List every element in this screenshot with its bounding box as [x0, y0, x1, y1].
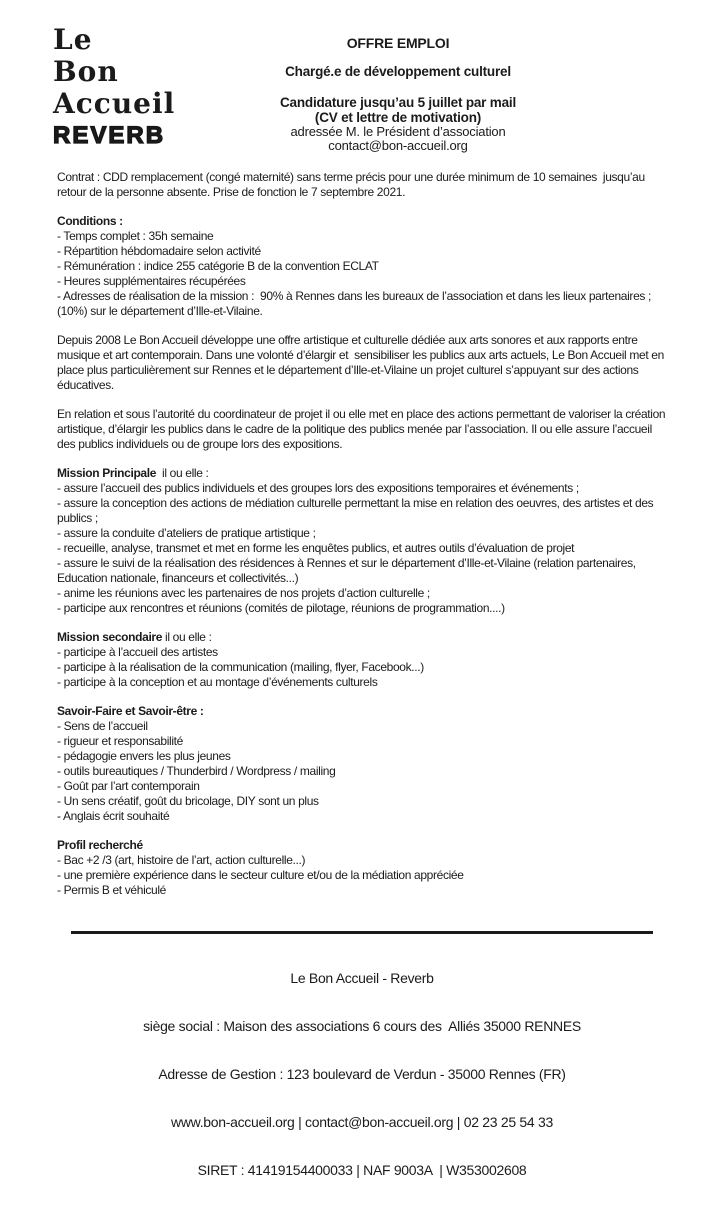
- list-item: - assure le suivi de la réalisation des résidences à Rennes et sur le département d’Ille-et-Vilaine (relation partenaires, Education nationale, financeurs et collectivités...): [57, 556, 639, 585]
- section: [57, 333, 670, 393]
- document-body: [57, 170, 670, 912]
- paragraph: En relation et sous l’autorité du coordinateur de projet il ou elle met en place des actions permettant de valoriser la création artistique, d’élargir les publics dans le cadre de la politique des publics menée par l’association. Il ou elle assure l’accueil des publics individuels ou de groupe lors des expositions.: [57, 407, 669, 451]
- section-heading: [57, 630, 670, 645]
- section-heading: [57, 838, 670, 853]
- footer-admin-address: Adresse de Gestion : 123 boulevard de Verdun - 35000 Rennes (FR): [158, 1066, 566, 1082]
- list-item: - participe à la réalisation de la communication (mailing, flyer, Facebook...): [57, 660, 424, 674]
- job-title: Chargé.e de développement culturel: [285, 64, 511, 79]
- list-item: - Rémunération : indice 255 catégorie B de la convention ECLAT: [57, 259, 379, 273]
- section: [57, 466, 670, 616]
- list-item: - Adresses de réalisation de la mission : 90% à Rennes dans les bureaux de l’association et dans les lieux partenaires ; (10%) sur le département d’Ille-et-Vilaine.: [57, 289, 654, 318]
- list-item: - assure la conception des actions de médiation culturelle permettant la mise en relation des oeuvres, des artistes et des publics ;: [57, 496, 657, 525]
- logo-text-reverb: REVERB: [53, 122, 166, 149]
- list-item: - pédagogie envers les plus jeunes: [57, 749, 231, 763]
- list-item: - une première expérience dans le secteur culture et/ou de la médiation appréciée: [57, 868, 464, 882]
- list-item: - Sens de l’accueil: [57, 719, 148, 733]
- section-heading-text: Profil recherché: [57, 838, 143, 852]
- footer-org-name: Le Bon Accueil - Reverb: [290, 970, 434, 986]
- section-heading-text: Mission secondaire: [57, 630, 163, 644]
- footer-contact-line: www.bon-accueil.org | contact@bon-accueil.org | 02 23 25 54 33: [171, 1114, 553, 1130]
- section-heading: [57, 466, 670, 481]
- offer-title: OFFRE EMPLOI: [346, 35, 450, 51]
- section: [57, 630, 670, 690]
- job-offer-header: [200, 36, 596, 153]
- list-item: - Anglais écrit souhaité: [57, 809, 170, 823]
- section-heading: [57, 704, 670, 719]
- section-heading-suffix: il ou elle :: [162, 630, 212, 644]
- section-heading-suffix: il ou elle :: [156, 466, 209, 480]
- list-item: - participe à la conception et au montage d’événements culturels: [57, 675, 378, 689]
- application-addressee: adressée M. le Président d’association: [290, 124, 506, 139]
- document-footer: [0, 899, 724, 1210]
- contact-email: contact@bon-accueil.org: [328, 138, 468, 153]
- list-item: - Heures supplémentaires récupérées: [57, 274, 246, 288]
- list-item: - Temps complet : 35h semaine: [57, 229, 214, 243]
- logo-text-le: Le: [53, 23, 93, 56]
- application-documents: (CV et lettre de motivation): [314, 110, 482, 125]
- logo: [53, 24, 175, 150]
- section-heading-text: Savoir-Faire et Savoir-être :: [57, 704, 204, 718]
- section: [57, 407, 670, 452]
- list-item: - Permis B et véhiculé: [57, 883, 167, 897]
- section-heading-text: Conditions :: [57, 214, 123, 228]
- section-heading: [57, 214, 670, 229]
- section: [57, 838, 670, 898]
- list-item: - Répartition hébdomadaire selon activité: [57, 244, 261, 258]
- section: [57, 170, 670, 200]
- section-heading-text: Mission Principale: [57, 466, 157, 480]
- section: [57, 704, 670, 824]
- paragraph: Contrat : CDD remplacement (congé maternité) sans terme précis pour une durée minimum de 10 semaines jusqu’au retour de la personne absente. Prise de fonction le 7 septembre 2021.: [57, 170, 648, 199]
- section: [57, 214, 670, 319]
- paragraph: Depuis 2008 Le Bon Accueil développe une offre artistique et culturelle dédiée aux arts sonores et aux rapports entre musique et art contemporain. Dans une volonté d’élargir et sensibiliser les publics aux arts actuels, Le Bon Accueil met en place plus particulièrement sur Rennes et le département d’Ille-et-Vilaine un projet culturel s’appuyant sur des actions éducatives.: [57, 333, 667, 392]
- footer-head-office: siège social : Maison des associations 6 cours des Alliés 35000 RENNES: [143, 1018, 581, 1034]
- list-item: - recueille, analyse, transmet et met en forme les enquêtes publics, et autres outils d’évaluation de projet: [57, 541, 575, 555]
- list-item: - assure l’accueil des publics individuels et des groupes lors des expositions temporaires et événements ;: [57, 481, 579, 495]
- list-item: - outils bureautiques / Thunderbird / Wordpress / mailing: [57, 764, 336, 778]
- list-item: - Bac +2 /3 (art, histoire de l’art, action culturelle...): [57, 853, 306, 867]
- footer-registration: SIRET : 41419154400033 | NAF 9003A | W353002608: [197, 1162, 527, 1178]
- logo-text-accueil: Accueil: [53, 87, 176, 120]
- list-item: - Un sens créatif, goût du bricolage, DIY sont un plus: [57, 794, 319, 808]
- list-item: - Goût par l’art contemporain: [57, 779, 200, 793]
- list-item: - anime les réunions avec les partenaires de nos projets d’action culturelle ;: [57, 586, 430, 600]
- logo-text-bon: Bon: [53, 55, 119, 88]
- footer-divider: [71, 931, 653, 934]
- list-item: - assure la conduite d’ateliers de pratique artistique ;: [57, 526, 316, 540]
- list-item: - participe à l’accueil des artistes: [57, 645, 218, 659]
- list-item: - rigueur et responsabilité: [57, 734, 183, 748]
- application-deadline: Candidature jusqu’au 5 juillet par mail: [280, 95, 516, 110]
- list-item: - participe aux rencontres et réunions (comités de pilotage, réunions de programmation....): [57, 601, 505, 615]
